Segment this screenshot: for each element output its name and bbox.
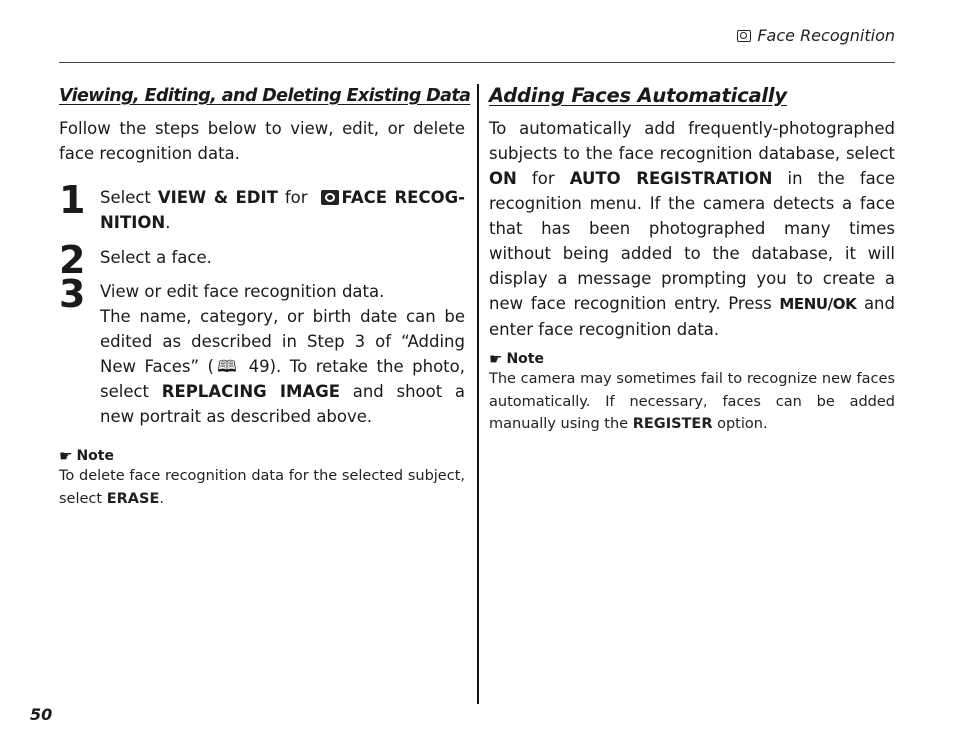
step-number: 3 [59,272,84,316]
note-title: Note [506,351,544,367]
step-text: ). To retake the photo, select [100,357,465,401]
book-icon: 🕮 [213,357,241,376]
section-heading-adding: Adding Faces Automatically [489,84,787,107]
step-text: . [165,213,171,232]
section-heading-viewing: Viewing, Editing, and Deleting Existing Data [59,86,471,106]
running-header [737,26,895,45]
note-heading [59,447,465,465]
note-box [489,350,895,436]
paragraph-text: in the face recognition menu. If the camera detects a face that has been photographed many times without being added to the database, it will display a message prompting you to create a new face recognition entry. Press [489,169,895,313]
note-box [59,447,465,510]
menu-option-on: ON [489,169,517,188]
step-lead: View or edit face recognition data. [100,282,385,301]
header-rule [59,62,895,63]
step-number: 2 [59,238,84,282]
note-text: The camera may sometimes fail to recognize new faces automatically. If necessary, faces can be added manually using the [489,371,895,432]
step-text: for [277,188,315,207]
menu-option-face-recognition: FACE RECOGNITION [100,188,465,232]
menu-option-erase: ERASE [106,490,160,507]
menu-option-view-edit: VIEW & EDIT [157,188,278,207]
menu-option-replacing-image: REPLACING IMAGE [161,382,341,401]
note-body [489,368,895,436]
paragraph-text: for [516,169,570,188]
note-text: option. [712,416,768,432]
step-text: The name, category, or birth date can be edited as described in Step 3 of “Adding New Faces” ( [100,307,465,376]
step-2 [59,238,465,282]
paragraph-text: To automatically add frequently-photographed subjects to the face recognition database, select [489,119,895,163]
step-text: Select a face. [100,248,212,267]
step-detail [100,304,465,429]
step-number: 1 [59,178,84,222]
menu-option-auto-registration: AUTO REGISTRATION [569,169,773,188]
paragraph-text: and enter face recognition data. [489,294,895,339]
auto-add-paragraph [489,116,895,342]
page-number: 50 [30,705,53,724]
left-column [59,84,471,510]
page-reference: 49 [248,357,270,376]
step-3 [59,272,465,429]
menu-option-register: REGISTER [632,416,713,432]
note-text: To delete face recognition data for the selected subject, select [59,468,465,507]
intro-paragraph: Follow the steps below to view, edit, or delete face recognition data. [59,119,465,163]
pointing-hand-icon: ☛ [489,350,503,368]
note-body [59,465,465,510]
note-heading [489,350,895,368]
face-recognition-icon [321,190,339,205]
note-title: Note [76,448,114,464]
step-text: Select [100,188,158,207]
step-1 [59,178,465,235]
face-recognition-icon [737,30,751,42]
pointing-hand-icon: ☛ [59,447,73,465]
note-text: . [159,490,164,507]
column-divider [477,84,479,704]
right-column [489,84,895,436]
menu-ok-button-label: MENU/OK [779,295,857,313]
step-text: and shoot a new portrait as described above. [100,382,465,426]
header-title: Face Recognition [757,26,895,45]
